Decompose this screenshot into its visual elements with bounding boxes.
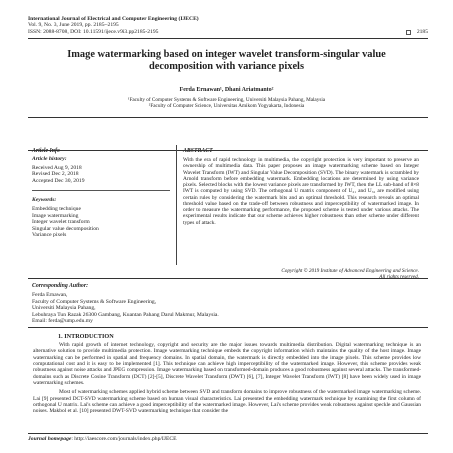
corresponding-author (32, 292, 332, 325)
corr-email: Email: ferda@ump.edu.my (32, 318, 93, 325)
article-info (32, 156, 170, 239)
affiliations (0, 97, 453, 110)
corr-line: Ferda Ernawan, (32, 292, 68, 298)
introduction-heading: 1. INTRODUCTION (58, 333, 114, 340)
corr-line: Universiti Malaysia Pahang, (32, 305, 96, 312)
corresponding-heading: Corresponding Author: (32, 283, 89, 289)
affiliation-2: ²Faculty of Computer Science, Universitas Amikom Yogyakarta, Indonesia (148, 103, 305, 110)
history-heading: Article history: (32, 156, 67, 162)
column-divider (176, 145, 177, 265)
corr-line: Lebuhraya Tun Razak 26300 Gambang, Kuantan Pahang Darul Makmur, Malaysia. (32, 311, 219, 318)
header-rule (28, 38, 428, 39)
page-footer (28, 433, 428, 442)
corr-line: Faculty of Computer Systems & Software Engineering, (32, 298, 157, 305)
keywords-heading: Keywords: (32, 197, 57, 204)
introduction-body (33, 342, 421, 415)
issn-line: ISSN: 2088-8708, DOI: 10.11591/ijece.v9i3.pp2185-2195 (28, 28, 159, 35)
footer-label: Journal homepage (28, 436, 72, 442)
article-info-heading: Article Info (32, 148, 60, 154)
keyword: Image watermarking (32, 212, 79, 219)
authors: Ferda Ernawan¹, Dhani Ariatmanto² (179, 87, 274, 93)
section-rule (28, 278, 428, 279)
copyright-line: Copyright © 2019 Institute of Advanced Engineering and Science. (281, 268, 419, 274)
intro-paragraph: Most of watermarking schemes applied hybrid scheme between SVD and transform domains to improve robustness of the watermarked image watermarking scheme. Lai [9] presented DCT-SVD watermarking scheme based on human visual characteristics. Lai presented the embedding watermark technique by examining the first column of orthogonal U matrix. Lai's scheme can achieve a good imperceptibility of the watermarked image. However, Lai's scheme provides weak robustness against speckle and Gaussian noises. Makbol et al. [10] presented DWT-SVD watermarking technique that consider the (33, 389, 421, 415)
section-rule (28, 150, 428, 151)
history-revised: Revised Dec 2, 2018 (32, 171, 79, 178)
page-marker-icon (406, 30, 411, 35)
journal-header (28, 16, 428, 35)
history-received: Received Aug 9, 2018 (32, 164, 82, 171)
journal-name: International Journal of Electrical and Computer Engineering (IJECE) (28, 16, 199, 22)
abstract-heading: ABSTRACT (183, 148, 213, 154)
info-divider (32, 190, 170, 191)
keyword: Embedding technique (32, 205, 81, 212)
rights-line: All rights reserved. (379, 274, 419, 281)
keyword: Integer wavelet transform (32, 219, 90, 226)
footer-url[interactable]: : http://iaescore.com/journals/index.php/IJECE (71, 436, 177, 442)
keyword: Variance pixels (32, 232, 67, 239)
affiliation-1: ¹Faculty of Computer Systems & Software Engineering, Universiti Malaysia Pahang, Malaysia (127, 97, 326, 103)
footer-rule (28, 433, 428, 434)
keyword: Singular value decomposition (32, 225, 99, 232)
volume-line: Vol. 9, No. 3, June 2019, pp. 2185~2195 (28, 22, 119, 29)
intro-paragraph: With rapid growth of internet technology, copyright and security are the major issues towards multimedia distribution. Digital watermarking technique is an alternative solution to provide multimedia protection. Image watermarking technique embeds the copyright information which maintains the quality of the host image. Image watermarking can be performed in spatial and frequency domains. In spatial domain, the watermark is directly embedded into the image pixels. This scheme provides low computational cost and it is easy to be implemented [1]. This technique can achieve high imperceptibility of the watermarked image. However, this scheme provides weak robustness against noise attacks and JPEG compression. Image watermarking based on transformed-domain produces a good robustness against several attacks. The transformed-domains such as Discrete Cosine Transform (DCT) [2]-[5], Discrete Wavelet Transform (DWT) [6], [7], Integer Wavelet Transform (IWT) [8] have been widely used in image watermarking schemes. (33, 342, 421, 387)
page-number: 2185 (416, 28, 428, 35)
section-rule (28, 117, 428, 118)
paper-title: Image watermarking based on integer wavelet transform-singular value decomposition with variance pixels (67, 49, 386, 72)
section-rule (28, 327, 428, 328)
history-accepted: Accepted Dec 30, 2019 (32, 177, 85, 184)
abstract-text: With the era of rapid technology in multimedia, the copyright protection is very important to preserve an ownership of multimedia data. This paper proposes an image watermarking scheme based on Integer Wavelet Transform (IWT) and Singular Value Decomposition (SVD). The binary watermark is scrambled by Arnold transform before embedding watermark. Embedding locations are determined by using variance pixels. Selected blocks with the lowest variance pixels are transformed by IWT, then the LL sub-band of 8×8 IWT is computed by using SVD. The orthogonal U matrix component of U₂₁ and U₃₁ are modified using certain rules by considering the watermark bits and an optimal threshold. This research reveals an optimal threshold value based on the trade-off between robustness and imperceptibility of watermarked image. In order to measure the watermarking performance, the proposed scheme is tested under various attacks. The experimental results indicate that our scheme achieves higher robustness than other scheme under different types of attack. (183, 157, 419, 226)
